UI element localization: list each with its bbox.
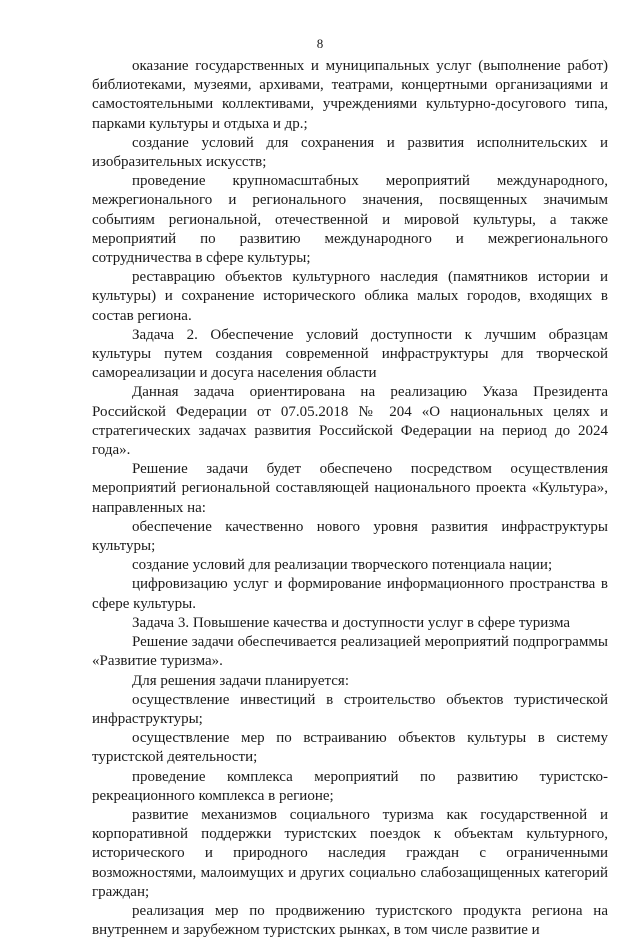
document-body	[92, 57, 608, 940]
paragraph: реализация мер по продвижению туристского продукта региона на внутреннем и зарубежном туристских рынках, в том числе развитие и	[92, 902, 608, 939]
paragraph: создание условий для сохранения и развития исполнительских и изобразительных искусств;	[92, 134, 608, 171]
paragraph: обеспечение качественно нового уровня развития инфраструктуры культуры;	[92, 518, 608, 555]
paragraph: осуществление инвестиций в строительство объектов туристической инфраструктуры;	[92, 691, 608, 727]
task-heading: Задача 3. Повышение качества и доступности услуг в сфере туризма	[132, 614, 571, 631]
paragraph: цифровизацию услуг и формирование информационного пространства в сфере культуры.	[92, 576, 608, 612]
paragraph: создание условий для реализации творческого потенциала нации;	[132, 557, 553, 574]
paragraph: Данная задача ориентирована на реализацию Указа Президента Российской Федерации от 07.05.2018 № 204 «О национальных целях и стратегических задачах развития Российской Федерации на период до 2024 года».	[92, 384, 608, 459]
paragraph: развитие механизмов социального туризма как государственной и корпоративной поддержки туристских поездок к объектам культурного, исторического и природного наследия граждан с ограниченными возможностями, малоимущих и других социально слабозащищенных категорий граждан;	[92, 806, 608, 900]
task-heading: Задача 2. Обеспечение условий доступности к лучшим образцам культуры путем создания современной инфраструктуры для творческой самореализации и досуга населения области	[92, 326, 608, 382]
paragraph: оказание государственных и муниципальных услуг (выполнение работ) библиотеками, музеями, архивами, театрами, концертными организациями и самостоятельными коллективами, учреждениями культурно-досугового типа, парками культуры и отдыха и др.;	[92, 58, 608, 132]
paragraph: Решение задачи обеспечивается реализацией мероприятий подпрограммы «Развитие туризма».	[92, 634, 608, 670]
paragraph: Для решения задачи планируется:	[132, 672, 349, 689]
paragraph: проведение комплекса мероприятий по развитию туристско-рекреационного комплекса в регионе;	[92, 768, 608, 804]
paragraph: проведение крупномасштабных мероприятий международного, межрегионального и регионального значения, посвященных значимым событиям региональной, отечественной и мировой культуры, а также мероприятий по развитию международного и межрегионального сотрудничества в сфере культуры;	[92, 173, 608, 267]
paragraph: реставрацию объектов культурного наследия (памятников истории и культуры) и сохранение исторического облика малых городов, входящих в состав региона.	[92, 269, 608, 324]
paragraph: осуществление мер по встраиванию объектов культуры в систему туристской деятельности;	[92, 730, 608, 766]
page-number: 8	[316, 36, 324, 51]
paragraph: Решение задачи будет обеспечено посредством осуществления мероприятий региональной составляющей национального проекта «Культура», направленных на:	[92, 461, 608, 516]
